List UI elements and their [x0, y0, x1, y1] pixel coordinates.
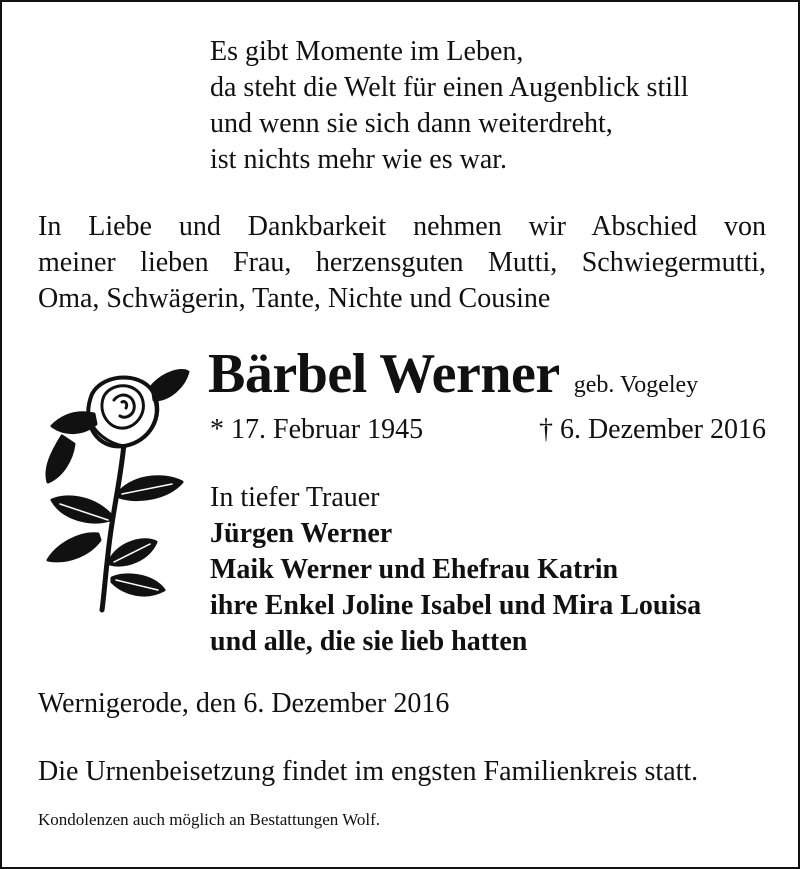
poem-line: und wenn sie sich dann weiterdreht, [210, 108, 613, 139]
rose-icon [32, 364, 192, 614]
poem-line: Es gibt Momente im Leben, [210, 36, 524, 67]
life-dates [210, 412, 766, 448]
mourners-list [210, 480, 701, 660]
deceased-name-row [208, 342, 698, 406]
poem-line: da steht die Welt für einen Augenblick still [210, 72, 689, 103]
poem [210, 34, 689, 178]
mourner-line: Jürgen Werner [210, 518, 393, 549]
mourner-line: Maik Werner und Ehefrau Katrin [210, 554, 619, 585]
burial-note: Die Urnenbeisetzung findet im engsten Familienkreis statt. [38, 756, 699, 787]
mourners-intro: In tiefer Trauer [210, 482, 380, 513]
place-and-date: Wernigerode, den 6. Dezember 2016 [38, 688, 450, 719]
poem-line: ist nichts mehr wie es war. [210, 144, 508, 175]
farewell-line: meiner lieben Frau, herzensguten Mutti, Schwiegermutti, [38, 247, 766, 278]
birth-date: * 17. Februar 1945 [210, 414, 424, 445]
farewell-line: In Liebe und Dankbarkeit nehmen wir Abschied von [38, 211, 766, 242]
farewell-text [38, 209, 766, 317]
condolence-note: Kondolenzen auch möglich an Bestattungen Wolf. [38, 810, 381, 829]
farewell-line: Oma, Schwägerin, Tante, Nichte und Cousine [38, 283, 551, 314]
maiden-name: geb. Vogeley [573, 372, 699, 398]
death-date: † 6. Dezember 2016 [538, 414, 766, 445]
mourner-line: ihre Enkel Joline Isabel und Mira Louisa [210, 590, 702, 621]
mourner-line: und alle, die sie lieb hatten [210, 626, 528, 657]
deceased-name: Bärbel Werner [208, 343, 560, 405]
